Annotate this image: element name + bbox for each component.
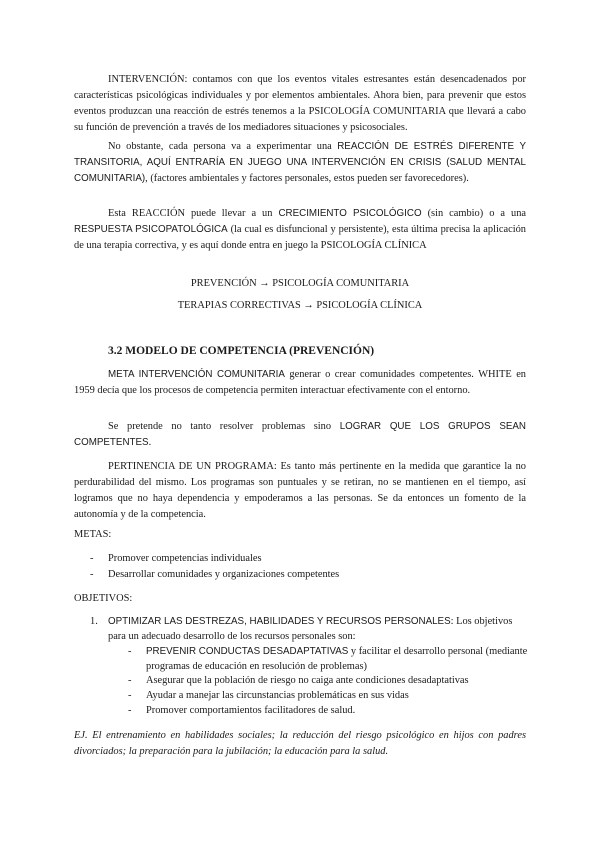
- metas-item: Promover competencias individuales: [108, 553, 262, 564]
- paragraph-meta: META INTERVENCIÓN COMUNITARIA generar o crear comunidades competentes. WHITE en 1959 decía que los procesos de competencia permiten interactuar efectivamente con el entorno.: [74, 369, 526, 396]
- paragraph-reaccion-crecimiento: Esta REACCIÓN puede llevar a un CRECIMIENTO PSICOLÓGICO (sin cambio) o a una RESPUESTA PSICOPATOLÓGICA (la cual es disfuncional y persistente), esta última precisa la aplicación de una terapia correctiva, y es aquí donde entra en juego la PSICOLOGÍA CLÍNICA: [74, 208, 527, 251]
- bullet-dash: -: [128, 675, 132, 686]
- metas-item: Desarrollar comunidades y organizaciones competentes: [108, 569, 340, 580]
- bullet-dash: -: [90, 553, 94, 564]
- paragraph-pretende: Se pretende no tanto resolver problemas sino LOGRAR QUE LOS GRUPOS SEAN COMPETENTES.: [74, 421, 526, 448]
- center-line-terapias: TERAPIAS CORRECTIVAS → PSICOLOGÍA CLÍNICA: [177, 300, 423, 311]
- bullet-dash: -: [128, 690, 132, 701]
- metas-label: METAS:: [74, 529, 112, 540]
- objetivos-label: OBJETIVOS:: [74, 593, 133, 604]
- paragraph-reaccion-estres: No obstante, cada persona va a experimentar una REACCIÓN DE ESTRÉS DIFERENTE Y TRANSITORIA, AQUÍ ENTRARÍA EN JUEGO UNA INTERVENCIÓN EN CRISIS (SALUD MENTAL COMUNITARIA), (factores ambientales y factores personales, estos pueden ser favorecedores).: [74, 141, 526, 184]
- bullet-dash: -: [128, 646, 132, 657]
- section-heading: 3.2 MODELO DE COMPETENCIA (PREVENCIÓN): [108, 345, 375, 357]
- example-paragraph: EJ. El entrenamiento en habilidades sociales; la reducción del riesgo psicológico en hijos con padres divorciados; la preparación para la jubilación; la educación para la salud.: [74, 730, 526, 757]
- sub-item: PREVENIR CONDUCTAS DESADAPTATIVAS y facilitar el desarrollo personal (mediante programas de educación en resolución de problemas): [146, 646, 528, 672]
- sub-item: Asegurar que la población de riesgo no caiga ante condiciones desadaptativas: [146, 675, 469, 686]
- paragraph-intervencion: INTERVENCIÓN: contamos con que los eventos vitales estresantes están desencadenados por características psicológicas individuales y por elementos ambientales. Ahora bien, para prevenir que estos eventos produzcan una reacción de estrés tenemos a la PSICOLOGÍA COMUNITARIA que llevará a cabo su función de prevención a través de los mediadores situaciones y psicosociales.: [74, 74, 526, 133]
- objetivo-item: OPTIMIZAR LAS DESTREZAS, HABILIDADES Y RECURSOS PERSONALES: Los objetivos para un adecuado desarrollo de los recursos personales son:: [108, 616, 513, 642]
- bullet-dash: -: [128, 705, 132, 716]
- sub-item: Ayudar a manejar las circunstancias problemáticas en sus vidas: [146, 690, 409, 701]
- bullet-dash: -: [90, 569, 94, 580]
- sub-item: Promover comportamientos facilitadores de salud.: [146, 705, 356, 716]
- paragraph-pertinencia: PERTINENCIA DE UN PROGRAMA: Es tanto más pertinente en la medida que garantice la no perdurabilidad del mismo. Los programas son puntuales y se retiran, no se mantienen en el tiempo, así logramos que no haya dependencia y empoderamos a las personas. Se da entonces un fomento de la autonomía y de la competencia.: [74, 461, 526, 520]
- center-line-prevencion: PREVENCIÓN → PSICOLOGÍA COMUNITARIA: [190, 278, 410, 289]
- list-number: 1.: [90, 616, 98, 627]
